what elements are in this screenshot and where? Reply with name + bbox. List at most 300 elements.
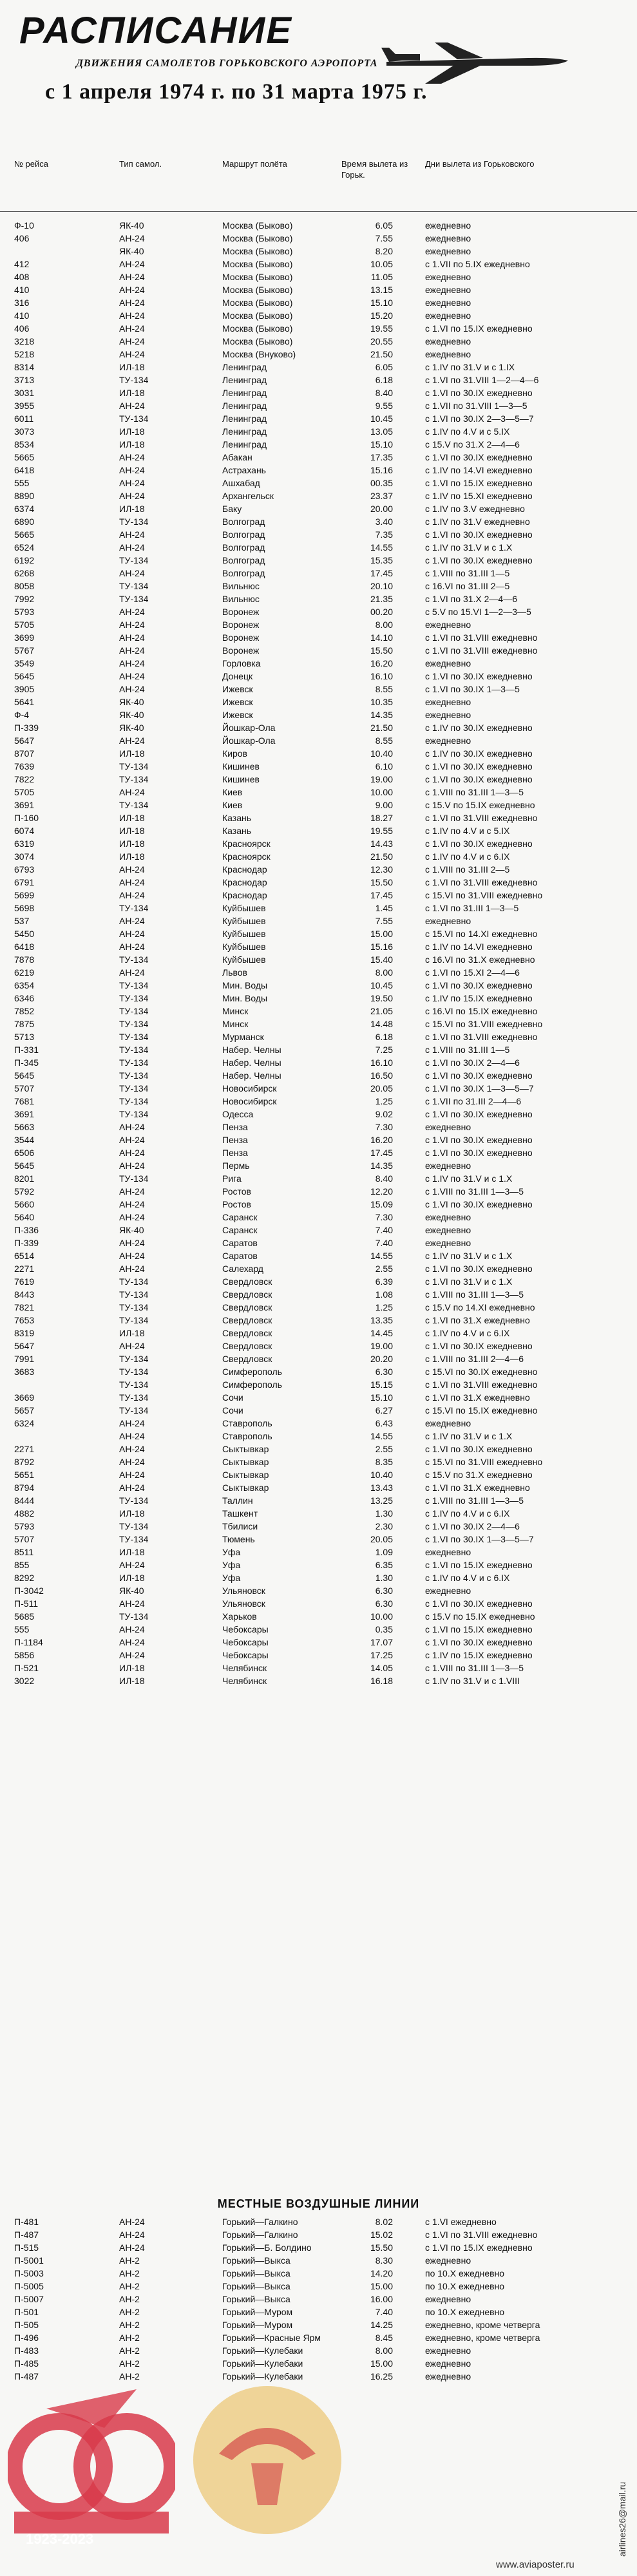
route: Москва (Быково) <box>222 285 293 295</box>
aircraft-type: ТУ-134 <box>119 1521 149 1531</box>
departure-days: с 1.VIII по 31.III 1—3—5 <box>425 787 524 797</box>
aircraft-type: АН-2 <box>119 2268 140 2278</box>
flight-number: 7639 <box>14 761 35 772</box>
departure-time: 6.30 <box>375 1367 393 1377</box>
route: Чебоксары <box>222 1624 269 1634</box>
col-header-route: Маршрут полёта <box>222 159 287 169</box>
route: Краснодар <box>222 877 267 887</box>
route: Киров <box>222 748 247 759</box>
table-row <box>0 412 637 425</box>
route: Набер. Челны <box>222 1057 281 1068</box>
route: Новосибирск <box>222 1096 277 1106</box>
flight-number: П-485 <box>14 2358 39 2369</box>
departure-time: 21.50 <box>370 851 393 862</box>
aircraft-type: АН-24 <box>119 1650 145 1660</box>
route: Симферополь <box>222 1367 282 1377</box>
flight-number: 7875 <box>14 1019 35 1029</box>
departure-time: 15.10 <box>370 439 393 450</box>
flight-number: 6793 <box>14 864 35 875</box>
aircraft-type: АН-24 <box>119 272 145 282</box>
table-row <box>0 2254 637 2267</box>
departure-time: 6.35 <box>375 1560 393 1570</box>
aircraft-type: ТУ-134 <box>119 1070 149 1081</box>
aircraft-type: АН-24 <box>119 1238 145 1248</box>
departure-time: 10.40 <box>370 748 393 759</box>
local-lines-table <box>0 2215 637 2383</box>
departure-time: 6.27 <box>375 1405 393 1416</box>
departure-time: 20.55 <box>370 336 393 346</box>
departure-days: ежедневно <box>425 2358 471 2369</box>
departure-time: 19.00 <box>370 774 393 784</box>
departure-days: с 1.IV по 3.V ежедневно <box>425 504 525 514</box>
flight-number: 8201 <box>14 1173 35 1184</box>
departure-days: с 1.VI по 30.IX ежедневно <box>425 1109 533 1119</box>
table-row <box>0 631 637 644</box>
departure-days: с 1.VI по 30.IX 1—3—5—7 <box>425 1534 534 1544</box>
departure-time: 12.30 <box>370 864 393 875</box>
flight-number: 3669 <box>14 1392 35 1403</box>
table-row <box>0 902 637 914</box>
aircraft-type: ИЛ-18 <box>119 851 145 862</box>
departure-time: 15.16 <box>370 465 393 475</box>
departure-time: 13.25 <box>370 1495 393 1506</box>
flight-number: 5713 <box>14 1032 35 1042</box>
route: Горький—Б. Болдино <box>222 2242 312 2253</box>
flight-number: 7681 <box>14 1096 35 1106</box>
table-row <box>0 1082 637 1095</box>
flight-number: 6374 <box>14 504 35 514</box>
flight-number: П-3042 <box>14 1586 44 1596</box>
route: Пенза <box>222 1135 248 1145</box>
departure-time: 0.35 <box>375 1624 393 1634</box>
departure-time: 16.00 <box>370 2294 393 2304</box>
departure-days: с 1.VIII по 31.III 1—3—5 <box>425 1186 524 1197</box>
table-row <box>0 1430 637 1443</box>
flight-number: П-5003 <box>14 2268 44 2278</box>
departure-time: 19.55 <box>370 826 393 836</box>
site-url[interactable]: www.aviaposter.ru <box>496 2559 575 2570</box>
anniversary-emblem <box>8 2383 175 2537</box>
table-row <box>0 992 637 1005</box>
route: Ростов <box>222 1199 251 1209</box>
departure-time: 1.30 <box>375 1573 393 1583</box>
route: Кишинев <box>222 774 260 784</box>
route: Ашхабад <box>222 478 260 488</box>
departure-days: с 5.V по 15.VI 1—2—3—5 <box>425 607 531 617</box>
departure-days: с 1.VI по 31.III 1—3—5 <box>425 903 519 913</box>
route: Воронеж <box>222 632 260 643</box>
aircraft-type: АН-24 <box>119 916 145 926</box>
aircraft-type: ИЛ-18 <box>119 1573 145 1583</box>
departure-days: ежедневно <box>425 1225 471 1235</box>
departure-time: 1.08 <box>375 1289 393 1300</box>
route: Ижевск <box>222 697 253 707</box>
departure-days: с 15.V по 15.IX ежедневно <box>425 800 535 810</box>
flight-number: 8319 <box>14 1328 35 1338</box>
departure-time: 15.16 <box>370 942 393 952</box>
departure-days: с 1.VI по 15.IX ежедневно <box>425 1624 533 1634</box>
departure-time: 17.07 <box>370 1637 393 1647</box>
table-row <box>0 811 637 824</box>
table-row <box>0 2293 637 2306</box>
flight-number: 3549 <box>14 658 35 668</box>
route: Челябинск <box>222 1676 267 1686</box>
flight-number: 5767 <box>14 645 35 656</box>
route: Вильнюс <box>222 581 260 591</box>
departure-time: 7.55 <box>375 916 393 926</box>
aircraft-type: ТУ-134 <box>119 375 149 385</box>
aircraft-type: ИЛ-18 <box>119 838 145 849</box>
aircraft-type: АН-24 <box>119 491 145 501</box>
flight-number: 8792 <box>14 1457 35 1467</box>
departure-days: с 1.IV по 31.V и с 1.X <box>425 1173 513 1184</box>
departure-time: 15.50 <box>370 2242 393 2253</box>
departure-time: 8.02 <box>375 2217 393 2227</box>
departure-time: 21.35 <box>370 594 393 604</box>
flight-number: 3073 <box>14 426 35 437</box>
flight-number: 5707 <box>14 1534 35 1544</box>
departure-time: 6.18 <box>375 1032 393 1042</box>
table-row <box>0 296 637 309</box>
aircraft-type: ТУ-134 <box>119 1289 149 1300</box>
route: Ленинград <box>222 439 267 450</box>
departure-days: с 1.VI ежедневно <box>425 2217 497 2227</box>
aircraft-type: ИЛ-18 <box>119 1328 145 1338</box>
departure-time: 6.05 <box>375 220 393 231</box>
departure-time: 17.35 <box>370 452 393 462</box>
route: Новосибирск <box>222 1083 277 1094</box>
route: Казань <box>222 826 252 836</box>
route: Набер. Челны <box>222 1070 281 1081</box>
flight-number: 6514 <box>14 1251 35 1261</box>
departure-days: с 1.VIII по 31.III 1—3—5 <box>425 1289 524 1300</box>
departure-days: ежедневно <box>425 233 471 243</box>
col-header-days: Дни вылета из Горьковского <box>425 159 535 169</box>
route: Уфа <box>222 1573 241 1583</box>
departure-time: 00.35 <box>370 478 393 488</box>
departure-time: 10.00 <box>370 787 393 797</box>
departure-time: 15.00 <box>370 2281 393 2291</box>
table-row <box>0 2306 637 2318</box>
departure-days: ежедневно, кроме четверга <box>425 2333 540 2343</box>
flight-number: 2271 <box>14 1264 35 1274</box>
aircraft-type: ИЛ-18 <box>119 1547 145 1557</box>
departure-days: ежедневно <box>425 298 471 308</box>
flight-number: П-339 <box>14 1238 39 1248</box>
departure-time: 15.50 <box>370 645 393 656</box>
departure-days: с 1.VIII по 31.III 1—3—5 <box>425 1663 524 1673</box>
departure-time: 15.15 <box>370 1379 393 1390</box>
departure-time: 8.35 <box>375 1457 393 1467</box>
route: Свердловск <box>222 1276 272 1287</box>
route: Куйбышев <box>222 929 266 939</box>
aircraft-type: АН-24 <box>119 349 145 359</box>
aircraft-type: АН-2 <box>119 2333 140 2343</box>
departure-time: 1.25 <box>375 1302 393 1312</box>
departure-days: с 1.VI по 30.IX ежедневно <box>425 1637 533 1647</box>
departure-time: 17.45 <box>370 1148 393 1158</box>
route: Москва (Быково) <box>222 323 293 334</box>
departure-days: ежедневно <box>425 336 471 346</box>
aircraft-type: АН-24 <box>119 684 145 694</box>
departure-time: 1.09 <box>375 1547 393 1557</box>
aircraft-type: АН-24 <box>119 890 145 900</box>
table-row <box>0 876 637 889</box>
route: Чебоксары <box>222 1650 269 1660</box>
flight-number: 5640 <box>14 1212 35 1222</box>
route: Воронеж <box>222 645 260 656</box>
route: Йошкар-Ола <box>222 723 276 733</box>
aircraft-type: АН-24 <box>119 632 145 643</box>
route: Горький—Кулебаки <box>222 2371 303 2382</box>
aircraft-type: АН-24 <box>119 259 145 269</box>
aircraft-type: ТУ-134 <box>119 1045 149 1055</box>
flight-number: 7878 <box>14 954 35 965</box>
aircraft-type: АН-24 <box>119 942 145 952</box>
route: Горький—Галкино <box>222 2217 298 2227</box>
departure-time: 14.45 <box>370 1328 393 1338</box>
airplane-icon <box>380 33 573 85</box>
route: Тбилиси <box>222 1521 258 1531</box>
table-row <box>0 219 637 232</box>
table-row <box>0 1610 637 1623</box>
table-row <box>0 489 637 502</box>
departure-days: с 1.VI по 30.IX ежедневно <box>425 1199 533 1209</box>
departure-days: с 1.VI по 31.V и с 1.X <box>425 1276 513 1287</box>
flight-number: Ф-4 <box>14 710 30 720</box>
aircraft-type: ТУ-134 <box>119 1109 149 1119</box>
aircraft-type: АН-24 <box>119 465 145 475</box>
departure-days: ежедневно <box>425 1212 471 1222</box>
table-row <box>0 1146 637 1159</box>
departure-time: 20.00 <box>370 504 393 514</box>
aircraft-type: АН-24 <box>119 233 145 243</box>
route: Ташкент <box>222 1508 258 1519</box>
flight-number: 6346 <box>14 993 35 1003</box>
departure-days: ежедневно <box>425 246 471 256</box>
table-row <box>0 1455 637 1468</box>
flight-number: 8292 <box>14 1573 35 1583</box>
route: Минск <box>222 1006 249 1016</box>
departure-days: с 1.VI по 30.IX ежедневно <box>425 980 533 990</box>
flight-number: 5707 <box>14 1083 35 1094</box>
aircraft-type: ЯК-40 <box>119 710 144 720</box>
table-row <box>0 760 637 773</box>
aircraft-type: ТУ-134 <box>119 1019 149 1029</box>
departure-days: с 1.VIII по 31.III 2—5 <box>425 864 510 875</box>
flight-number: П-5007 <box>14 2294 44 2304</box>
flight-number: 5651 <box>14 1470 35 1480</box>
departure-days: с 1.VIII по 31.III 1—3—5 <box>425 1495 524 1506</box>
departure-days: с 1.VI по 31.VIII ежедневно <box>425 645 538 656</box>
flight-number: 6319 <box>14 838 35 849</box>
table-row <box>0 1662 637 1674</box>
route: Куйбышев <box>222 942 266 952</box>
route: Горький—Кулебаки <box>222 2358 303 2369</box>
route: Москва (Быково) <box>222 246 293 256</box>
departure-days: ежедневно <box>425 349 471 359</box>
flight-number: 3955 <box>14 401 35 411</box>
route: Киев <box>222 800 243 810</box>
route: Ижевск <box>222 684 253 694</box>
table-row <box>0 1262 637 1275</box>
table-row <box>0 515 637 528</box>
aeroflot-logo <box>174 2376 361 2544</box>
route: Краснодар <box>222 864 267 875</box>
flight-number: 408 <box>14 272 30 282</box>
route: Куйбышев <box>222 903 266 913</box>
table-row <box>0 502 637 515</box>
flight-number: 6524 <box>14 542 35 553</box>
table-row <box>0 309 637 322</box>
flight-number: 5450 <box>14 929 35 939</box>
col-header-no: № рейса <box>14 159 49 169</box>
departure-days: с 1.VII по 31.VIII 1—3—5 <box>425 401 528 411</box>
route: Горький—Галкино <box>222 2230 298 2240</box>
aircraft-type: АН-24 <box>119 671 145 681</box>
aircraft-type: АН-24 <box>119 568 145 578</box>
aircraft-type: ЯК-40 <box>119 220 144 231</box>
route: Пенза <box>222 1148 248 1158</box>
departure-days: с 1.IV по 15.IX ежедневно <box>425 993 533 1003</box>
departure-time: 9.02 <box>375 1109 393 1119</box>
flight-number: 6192 <box>14 555 35 565</box>
aircraft-type: ИЛ-18 <box>119 362 145 372</box>
departure-time: 14.55 <box>370 1431 393 1441</box>
table-row <box>0 914 637 927</box>
aircraft-type: ТУ-134 <box>119 1611 149 1622</box>
table-row <box>0 592 637 605</box>
departure-time: 7.40 <box>375 1238 393 1248</box>
route: Пенза <box>222 1122 248 1132</box>
departure-time: 13.05 <box>370 426 393 437</box>
flight-number: П-487 <box>14 2230 39 2240</box>
table-row <box>0 1185 637 1198</box>
route: Москва (Быково) <box>222 310 293 321</box>
table-row <box>0 799 637 811</box>
flight-number: 555 <box>14 1624 30 1634</box>
aircraft-type: АН-24 <box>119 1199 145 1209</box>
departure-time: 14.43 <box>370 838 393 849</box>
aircraft-type: АН-24 <box>119 864 145 875</box>
table-row <box>0 696 637 708</box>
departure-time: 10.45 <box>370 413 393 424</box>
departure-time: 16.20 <box>370 658 393 668</box>
table-row <box>0 1674 637 1687</box>
table-row <box>0 1211 637 1224</box>
aircraft-type: АН-24 <box>119 2217 145 2227</box>
departure-days: с 1.IV по 31.V и с 1.VIII <box>425 1676 520 1686</box>
departure-days: ежедневно <box>425 658 471 668</box>
aircraft-type: АН-24 <box>119 298 145 308</box>
flight-number: 8511 <box>14 1547 34 1557</box>
departure-time: 2.55 <box>375 1264 393 1274</box>
route: Горький—Красные Ярм <box>222 2333 321 2343</box>
flight-number: 5705 <box>14 787 35 797</box>
flight-number: 7852 <box>14 1006 35 1016</box>
table-row <box>0 2215 637 2228</box>
departure-days: с 1.VI по 30.IX 1—3—5—7 <box>425 1083 534 1094</box>
aircraft-type: АН-2 <box>119 2358 140 2369</box>
flight-number: 5218 <box>14 349 35 359</box>
departure-days: с 1.IV по 31.V ежедневно <box>425 516 530 527</box>
table-row <box>0 1546 637 1558</box>
flight-number: 3031 <box>14 388 35 398</box>
departure-days: с 1.IV по 30.IX ежедневно <box>425 723 533 733</box>
flight-number: 5645 <box>14 1070 35 1081</box>
departure-days: по 10.X ежедневно <box>425 2307 505 2317</box>
page-subtitle: ДВИЖЕНИЯ САМОЛЕТОВ ГОРЬКОВСКОГО АЭРОПОРТА <box>76 58 378 69</box>
table-row <box>0 1224 637 1236</box>
aircraft-type: АН-24 <box>119 1212 145 1222</box>
flight-number: 3691 <box>14 1109 35 1119</box>
route: Мин. Воды <box>222 993 268 1003</box>
table-row <box>0 1159 637 1172</box>
route: Ленинград <box>222 401 267 411</box>
aircraft-type: ТУ-134 <box>119 1379 149 1390</box>
aircraft-type: АН-24 <box>119 1560 145 1570</box>
flight-number: 5685 <box>14 1611 35 1622</box>
route: Саратов <box>222 1251 258 1261</box>
aircraft-type: ТУ-134 <box>119 1354 149 1364</box>
table-row <box>0 1108 637 1121</box>
flight-number: 3691 <box>14 800 35 810</box>
departure-time: 16.18 <box>370 1676 393 1686</box>
departure-days: с 16.VI по 15.IX ежедневно <box>425 1006 538 1016</box>
anniversary-years: 1923-2023 <box>26 2531 94 2547</box>
table-row <box>0 567 637 580</box>
departure-time: 8.40 <box>375 1173 393 1184</box>
aircraft-type: АН-24 <box>119 323 145 334</box>
departure-days: ежедневно <box>425 1122 471 1132</box>
table-row <box>0 786 637 799</box>
aircraft-type: АН-24 <box>119 336 145 346</box>
departure-days: с 1.VI по 30.IX 2—3—5—7 <box>425 413 534 424</box>
departure-time: 1.30 <box>375 1508 393 1519</box>
route: Горький—Выкса <box>222 2268 290 2278</box>
aircraft-type: АН-2 <box>119 2255 140 2266</box>
route: Сыктывкар <box>222 1457 269 1467</box>
aircraft-type: ТУ-134 <box>119 1315 149 1325</box>
flight-number: 5793 <box>14 1521 35 1531</box>
table-row <box>0 1340 637 1352</box>
aircraft-type: АН-24 <box>119 1482 145 1493</box>
route: Сочи <box>222 1405 243 1416</box>
aircraft-type: ТУ-134 <box>119 1096 149 1106</box>
route: Сыктывкар <box>222 1482 269 1493</box>
table-row <box>0 670 637 683</box>
aircraft-type: ТУ-134 <box>119 1392 149 1403</box>
aircraft-type: АН-24 <box>119 967 145 978</box>
departure-days: с 15.V по 31.X 2—4—6 <box>425 439 520 450</box>
route: Саранск <box>222 1212 258 1222</box>
departure-time: 14.35 <box>370 710 393 720</box>
departure-days: ежедневно <box>425 220 471 231</box>
aircraft-type: ТУ-134 <box>119 1276 149 1287</box>
aircraft-type: АН-24 <box>119 1264 145 1274</box>
table-row <box>0 1597 637 1610</box>
table-row <box>0 451 637 464</box>
route: Пермь <box>222 1160 250 1171</box>
departure-days: с 1.IV по 30.IX ежедневно <box>425 748 533 759</box>
table-row <box>0 1288 637 1301</box>
aircraft-type: АН-2 <box>119 2345 140 2356</box>
aircraft-type: АН-24 <box>119 478 145 488</box>
route: Саранск <box>222 1225 258 1235</box>
departure-time: 11.05 <box>371 272 393 282</box>
flight-number: 316 <box>14 298 30 308</box>
route: Мин. Воды <box>222 980 268 990</box>
